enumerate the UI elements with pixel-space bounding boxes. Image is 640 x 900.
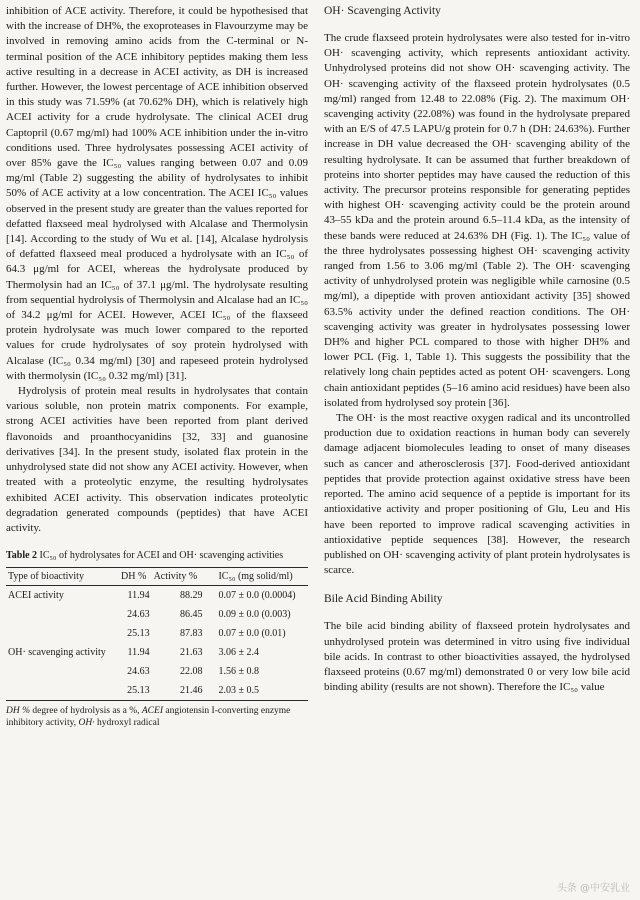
table-cell: 21.63 — [179, 646, 203, 658]
left-column — [6, 4, 308, 900]
table-row — [6, 662, 308, 681]
table-cell: 25.13 — [127, 627, 150, 639]
table-cell — [6, 662, 119, 681]
table-header-cell: DH % — [119, 567, 152, 585]
body-paragraph: The crude flaxseed protein hydrolysates were also tested for in-vitro OH· scavenging activity, which represents antioxidant activity. Unhydrolysed proteins did not show OH· scavenging activity. The OH· scavenging activity of the flaxseed protein hydrolysates (0.5 mg/ml) ranged from 12.48 to 22.08% (Fig. 2). The maximum OH· scavenging activity (22.08%) was found in the hydrolysate prepared with an E/S of 47.5 LAPU/g protein for 0.7 h (DH: 24.63%). Further increase in DH value decreased the OH· scavenging ability of the resulting hydrolysate. It can be assumed that further breakdown of proteins into shorter peptides may have caused the reduction of this activity. The precursor proteins responsible for generating peptides with highest OH· scavenging activity could be the protein around 43–55 kDa and the protein around 6.5–11.4 kDa, as the intensity of these bands were reduced at 24.63% DH (Fig. 1). The IC₅₀ value of the three hydrolysates possessing highest OH· scavenging activity ranged from 1.56 to 3.06 mg/ml (Table 2). The OH· scavenging activity of unhydrolysed protein was negligible while carnosine (0.5 mg/ml), a dipeptide with proven antioxidant activity [35] showed 63.5% activity under the defined reaction conditions. The OH· scavenging activity was greater in hydrolysates possessing lower DH% and higher PCL compared to those with higher DH% and lower PCL (Fig. 1, Table 1). This suggests the possibility that the relatively long chain peptides acted as potent OH· scavengers. Long chain antioxidant peptides (5–16 amino acid residues) have been also isolated from hydrolysed soy protein [36]. — [324, 32, 630, 409]
table-cell: 3.06 ± 2.4 — [218, 646, 259, 658]
watermark: 头条 @中安乳业 — [556, 883, 630, 894]
table-header-row — [6, 567, 308, 585]
table-row — [6, 681, 308, 701]
table-cell: 11.94 — [127, 646, 150, 658]
table-cell: 86.45 — [179, 608, 203, 620]
footnote-term: ACEI — [141, 705, 163, 716]
table-cell — [6, 681, 119, 701]
footnote-term: OH· — [78, 717, 95, 728]
table-caption-label: Table 2 — [6, 550, 38, 562]
footnote-text: angiotensin I-converting enzyme inhibitory activity, — [6, 705, 291, 728]
table-cell — [6, 624, 119, 643]
table-footnote — [6, 705, 308, 729]
table-cell: ACEI activity — [8, 589, 64, 601]
table-header-cell: Activity % — [152, 567, 205, 585]
table-row — [6, 643, 308, 662]
section-heading: Bile Acid Binding Ability — [324, 593, 443, 606]
table-cell — [6, 605, 119, 624]
table-cell: 24.63 — [127, 665, 150, 677]
footnote-text: hydroxyl radical — [94, 717, 160, 728]
right-column — [324, 4, 630, 900]
table-cell: 0.09 ± 0.0 (0.003) — [218, 608, 291, 620]
body-paragraph: Hydrolysis of protein meal results in hydrolysates that contain various soluble, non protein matrix components. For example, strong ACEI activities have been reported from plant derived flavonoids and proanthocyanidins [32, 33] and guanosine derivatives [34]. In the present study, isolated flax protein in the unhydrolysed state did not show any ACEI activity. However, when treated with a proteolytic enzyme, the resulting hydrolysates exhibited ACEI activity. This observation indicates proteolytic degradation generated compounds (peptides) that have ACEI activity. — [6, 385, 308, 534]
table-cell: 21.46 — [152, 681, 205, 701]
section-gap — [324, 578, 630, 592]
table-cell: 2.03 ± 0.5 — [204, 681, 308, 701]
table-cell: 1.56 ± 0.8 — [218, 665, 259, 677]
section-heading: OH· Scavenging Activity — [324, 5, 441, 17]
table-cell: 0.07 ± 0.0 (0.01) — [218, 627, 286, 639]
body-paragraph: inhibition of ACE activity. Therefore, it could be hypothesised that with the increase of DH%, the exoproteases in Flavourzyme may be involved in removing amino acids from the C-terminal or N-terminal position of the ACE inhibitory peptides making them less active resulting in a decrease in ACEI activity, as DH is increased further. However, the lowest percentage of ACE inhibition observed in this study was 71.59% (at 70.62% DH), which is relatively high ACEI activity for a crude hydrolysate. The clinical ACEI drug Captopril (0.67 mg/ml) had 100% ACE inhibition under the in-vitro conditions used. Three hydrolysates possessing ACEI activity of over 85% gave the IC₅₀ values ranging between 0.07 and 0.09 mg/ml (Table 2) suggesting the ability of hydrolysates to inhibit 50% of ACE activity at a low concentration. The ACEI IC₅₀ values observed in the present study are greater than the values reported for defatted flaxseed meal hydrolysed with Alcalase and Thermolysin [14]. According to the study of Wu et al. [14], Alcalase hydrolysis of defatted flaxseed meal produced a hydrolysate with an IC₅₀ of 64.3 μg/ml for ACEI, whereas the hydrolysate produced by Thermolysin had an IC₅₀ of 37.1 μg/ml. The hydrolysate resulting from sequential hydrolysis of Thermolysin and Alcalase had an IC₅₀ of 34.2 μg/ml for ACEI. However, ACEI IC₅₀ of the flaxseed protein hydrolysate was much lower compared to the reported values for crude hydrolysates of soy protein hydrolysed with Alcalase (IC₅₀ 0.34 mg/ml) [30] and rapeseed protein hydrolysed with thermolysin (IC₅₀ 0.32 mg/ml) [31]. — [6, 5, 308, 382]
table-row — [6, 605, 308, 624]
table-row — [6, 585, 308, 605]
body-paragraph: The OH· is the most reactive oxygen radical and its uncontrolled production due to oxidation reactions in human body can severely damage adjacent biomolecules leading to onset of many diseases such as cancer and atherosclerosis [37]. Food-derived antioxidant peptides that provide protection against oxidative stress have been reported. The amino acid sequence of a peptide is important for its antioxidative activity and proper positioning of Glu, Leu and His have been reported to improve radical scavenging activities in antioxidative peptide sequences [38]. However, the research published on OH· scavenging activity of plant protein hydrolysates is scarce. — [324, 412, 630, 577]
table-header-cell: IC₅₀ (mg solid/ml) — [204, 567, 308, 585]
table-caption — [6, 550, 308, 563]
table-cell: 22.08 — [179, 665, 203, 677]
footnote-text: degree of hydrolysis as a %, — [30, 705, 142, 716]
table-cell: 24.63 — [127, 608, 150, 620]
table-cell: 11.94 — [127, 589, 150, 601]
table-cell: 87.83 — [179, 627, 203, 639]
table-caption-text: IC₅₀ of hydrolysates for ACEI and OH· scavenging activities — [39, 550, 284, 562]
footnote-term: DH % — [6, 705, 31, 716]
table-header-cell: Type of bioactivity — [6, 567, 119, 585]
data-table — [6, 567, 308, 701]
table-cell: 0.07 ± 0.0 (0.0004) — [218, 589, 296, 601]
table-cell: OH· scavenging activity — [8, 646, 106, 658]
table-cell: 25.13 — [119, 681, 152, 701]
body-paragraph: The bile acid binding ability of flaxseed protein hydrolysates and unhydrolysed protein was determined in vitro using five individual bile acids. In contrast to other bioactivities assayed, the hydrolysed flaxseed proteins (0.67 mg/ml) demonstrated 0 or very low bile acid binding ability (results are not shown). Therefore the IC₅₀ value — [324, 620, 630, 694]
table-cell: 88.29 — [179, 589, 203, 601]
table-row — [6, 624, 308, 643]
